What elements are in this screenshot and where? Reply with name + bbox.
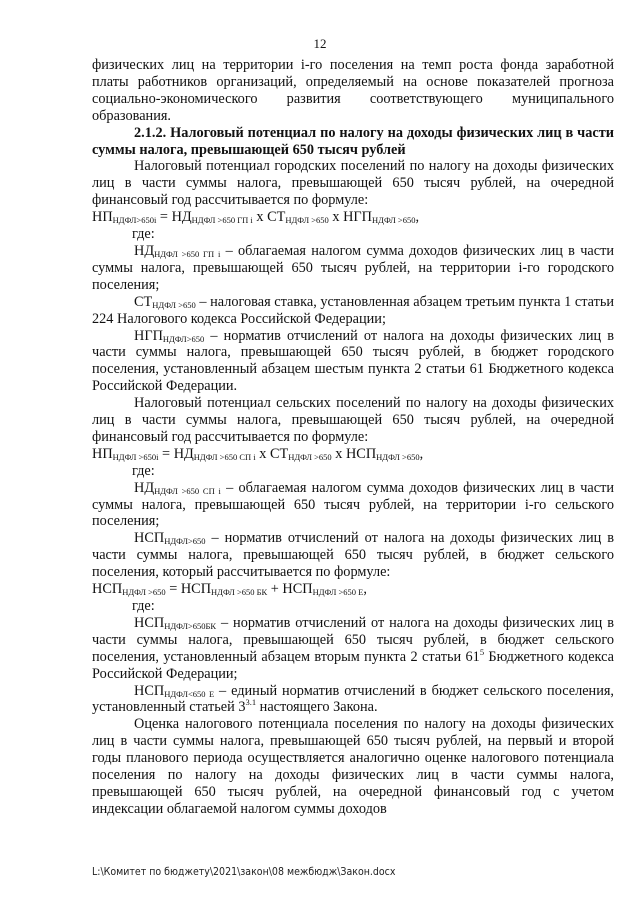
definition-term: НСП: [134, 682, 165, 699]
formula-nsp: [92, 581, 614, 598]
formula-term: НД: [171, 209, 192, 226]
paragraph: Налоговый потенциал сельских поселений по налогу на доходы физических лиц в части суммы налога, превышающей 650 тысяч рублей, на очередной финансовый год рассчитывается по формуле:: [92, 395, 614, 445]
formula-subscript: НДФЛ >650 ГП i: [191, 215, 253, 226]
definition-term: НД: [134, 479, 155, 496]
definition-subscript: НДФЛ >650 ГП i: [154, 248, 221, 259]
formula-subscript: НДФЛ >650: [288, 451, 332, 462]
definition-superscript: 3.1: [245, 697, 257, 708]
formula-subscript: НДФЛ >650: [372, 215, 416, 226]
definition-subscript: НДФЛ>650: [164, 536, 206, 547]
formula-operator: х: [252, 209, 268, 226]
definition: [92, 615, 614, 683]
definition-text: – норматив отчислений от налога на доходы физических лиц в части суммы налога, превышающей 650 тысяч рублей, в бюджет городского поселения, установленный абзацем шестым пункта 2 статьи 61 Бюджетного кодекса Российской Федерации.: [92, 327, 614, 395]
formula-term: НП: [92, 445, 113, 462]
definition: [92, 294, 614, 328]
formula-term: НГП: [343, 209, 373, 226]
formula-subscript: НДФЛ >650 СП i: [193, 451, 256, 462]
formula-punct: ,: [415, 209, 420, 226]
formula-term: НСП: [345, 445, 377, 462]
definition-term: НСП: [134, 614, 165, 631]
definition: [92, 328, 614, 396]
formula-punct: ,: [419, 445, 424, 462]
definition: [92, 243, 614, 294]
formula-operator: х: [255, 445, 270, 462]
formula-operator: х: [328, 209, 344, 226]
definition-superscript: 5: [479, 646, 485, 657]
paragraph: Оценка налогового потенциала поселения по налогу на доходы физических лиц в части суммы налога, превышающей 650 тысяч рублей, на первый и второй годы планового периода осуществляется аналогично оценке налогового потенциала поселения по налогу на доходы физических лиц в части суммы налога, превышающей 650 тысяч рублей, на очередной финансовый год с учетом индексации облагаемой налогом суммы доходов: [92, 716, 614, 817]
formula-term: НСП: [92, 581, 123, 598]
page-number: 12: [313, 36, 327, 51]
definition-term: СТ: [134, 293, 153, 310]
formula-term: НД: [173, 445, 194, 462]
definition-subscript: НДФЛ<650 Е: [164, 688, 215, 699]
definition-text: – налоговая ставка, установленная абзацем третьим пункта 1 статьи 224 Налогового кодекса Российской Федерации;: [92, 293, 615, 327]
paragraph: физических лиц на территории i-го поселения на темп роста фонда заработной платы работников организаций, определяемый на основе показателей прогноза социально-экономического развития соответствующего муниципального образования.: [92, 57, 614, 124]
formula-operator: =: [165, 581, 181, 598]
definition-text: Бюджетного кодекса Российской Федерации;: [92, 648, 614, 682]
definition-text: – облагаемая налогом сумма доходов физических лиц в части суммы налога, превышающей 650 тысяч рублей, на территории i-го городского поселения;: [92, 242, 614, 293]
formula-term: НСП: [180, 581, 212, 598]
definition-subscript: НДФЛ>650: [162, 333, 205, 344]
paragraph: Налоговый потенциал городских поселений по налогу на доходы физических лиц в части суммы налога, превышающей 650 тысяч рублей, на очередной финансовый год рассчитывается по формуле:: [92, 158, 614, 209]
definition-text: – норматив отчислений от налога на доходы физических лиц в части суммы налога, превышающей 650 тысяч рублей, в бюджет сельского поселения, который рассчитывается по формуле:: [92, 530, 614, 581]
formula-term: СТ: [269, 445, 289, 462]
formula-subscript: НДФЛ >650 БК: [211, 587, 268, 598]
formula-subscript: НДФЛ>650i: [112, 215, 157, 226]
definition-text: – единый норматив отчислений в бюджет сельского поселения, установленный статьей 3: [92, 682, 615, 716]
formula-operator: х: [331, 445, 346, 462]
formula-subscript: НДФЛ >650 Е: [312, 587, 364, 598]
formula-sp: [92, 446, 614, 463]
formula-term: СТ: [267, 209, 286, 226]
definition-term: НД: [134, 242, 155, 259]
where-label: где:: [132, 462, 155, 479]
definition-text: – облагаемая налогом сумма доходов физических лиц в части суммы налога, превышающей 650 тысяч рублей, на территории i-го сельского поселения;: [92, 479, 614, 530]
formula-operator: =: [156, 209, 172, 226]
footer-file-path: L:\Комитет по бюджету\2021\закон\08 межбюдж\Закон.docx: [92, 866, 396, 878]
document-body: [92, 57, 614, 818]
definition: [92, 530, 614, 581]
definition-subscript: НДФЛ >650: [152, 299, 196, 310]
where-label: где:: [132, 226, 155, 243]
definition-subscript: НДФЛ>650БК: [164, 620, 217, 631]
formula-punct: ,: [363, 581, 367, 598]
formula-subscript: НДФЛ >650i: [112, 451, 159, 462]
where-label: где:: [132, 598, 155, 614]
definition-text: настоящего Закона.: [256, 699, 378, 716]
definition-term: НСП: [134, 530, 165, 547]
section-heading: 2.1.2. Налоговый потенциал по налогу на доходы физических лиц в части суммы налога, превышающей 650 тысяч рублей: [92, 124, 614, 158]
formula-operator: =: [158, 445, 174, 462]
formula-term: НП: [92, 209, 113, 226]
definition: [92, 683, 614, 717]
definition: [92, 480, 614, 531]
definition-term: НГП: [134, 327, 163, 344]
formula-subscript: НДФЛ >650: [285, 215, 329, 226]
definition-subscript: НДФЛ >650 СП i: [154, 485, 221, 496]
definition-text: – норматив отчислений от налога на доходы физических лиц в части суммы налога, превышающей 650 тысяч рублей, в бюджет сельского поселения, установленный абзацем вторым пункта 2 статьи 61: [92, 614, 614, 665]
formula-subscript: НДФЛ >650: [376, 451, 420, 462]
formula-operator: +: [267, 581, 283, 598]
formula-gp: [92, 209, 614, 226]
formula-term: НСП: [282, 581, 313, 598]
formula-subscript: НДФЛ >650: [122, 587, 166, 598]
